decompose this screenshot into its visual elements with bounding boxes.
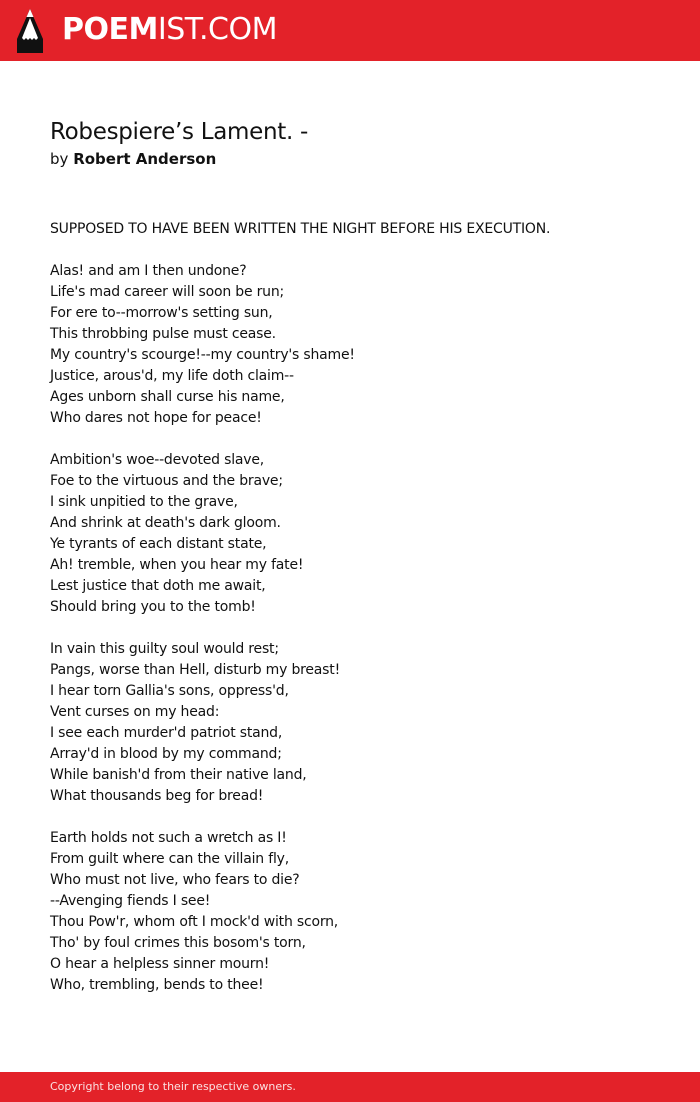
author-name: Robert Anderson: [73, 150, 217, 168]
poem-line: Ages unborn shall curse his name,: [50, 389, 285, 405]
poem-line: My country's scourge!--my country's shame!: [50, 347, 355, 363]
poem-line: Ye tyrants of each distant state,: [50, 536, 267, 552]
site-logo[interactable]: [62, 12, 277, 48]
poem-line: Life's mad career will soon be run;: [50, 284, 285, 300]
logo-light-text: IST.COM: [157, 12, 277, 47]
poem-line: In vain this guilty soul would rest;: [50, 641, 279, 657]
poem-line: I hear torn Gallia's sons, oppress'd,: [50, 683, 289, 699]
poem-line: From guilt where can the villain fly,: [50, 851, 289, 867]
poem-line: --Avenging fiends I see!: [50, 893, 211, 909]
stanza-gap: [50, 618, 670, 639]
pen-nib-icon: [16, 9, 44, 53]
by-label: by: [50, 150, 69, 168]
poem-line: What thousands beg for bread!: [50, 788, 264, 804]
poem-line: Justice, arous'd, my life doth claim--: [50, 368, 294, 384]
poem-line: Pangs, worse than Hell, disturb my breast!: [50, 662, 340, 678]
poem-body: [50, 219, 670, 996]
stanza-gap: [50, 240, 670, 261]
poem-line: Tho' by foul crimes this bosom's torn,: [50, 935, 306, 951]
poem-line: Who must not live, who fears to die?: [50, 872, 300, 888]
poem-line: O hear a helpless sinner mourn!: [50, 956, 270, 972]
poem-line: Lest justice that doth me await,: [50, 578, 266, 594]
poem-line: And shrink at death's dark gloom.: [50, 515, 281, 531]
poem-line: While banish'd from their native land,: [50, 767, 307, 783]
stanza-gap: [50, 807, 670, 828]
poem-line: Foe to the virtuous and the brave;: [50, 473, 283, 489]
poem-line: Ah! tremble, when you hear my fate!: [50, 557, 304, 573]
poem-line: This throbbing pulse must cease.: [50, 326, 276, 342]
poem-line: Should bring you to the tomb!: [50, 599, 256, 615]
poem-title: Robespiere’s Lament. -: [50, 119, 308, 145]
site-footer: [0, 1072, 700, 1102]
copyright-notice: Copyright belong to their respective owners.: [50, 1080, 296, 1093]
poem-line: Who dares not hope for peace!: [50, 410, 262, 426]
logo-bold-text: POEM: [62, 12, 158, 47]
poem-line: Vent curses on my head:: [50, 704, 220, 720]
poem-line: For ere to--morrow's setting sun,: [50, 305, 273, 321]
poem-line: I sink unpitied to the grave,: [50, 494, 238, 510]
poem-subtitle: SUPPOSED TO HAVE BEEN WRITTEN THE NIGHT BEFORE HIS EXECUTION.: [50, 221, 551, 237]
poem-line: Thou Pow'r, whom oft I mock'd with scorn,: [50, 914, 339, 930]
byline: [50, 150, 216, 169]
poem-line: Ambition's woe--devoted slave,: [50, 452, 265, 468]
poem-line: Alas! and am I then undone?: [50, 263, 247, 279]
poem-line: Who, trembling, bends to thee!: [50, 977, 264, 993]
poem-line: Array'd in blood by my command;: [50, 746, 282, 762]
poem-line: Earth holds not such a wretch as I!: [50, 830, 287, 846]
stanza-gap: [50, 429, 670, 450]
poem-line: I see each murder'd patriot stand,: [50, 725, 283, 741]
site-header: [0, 0, 700, 61]
